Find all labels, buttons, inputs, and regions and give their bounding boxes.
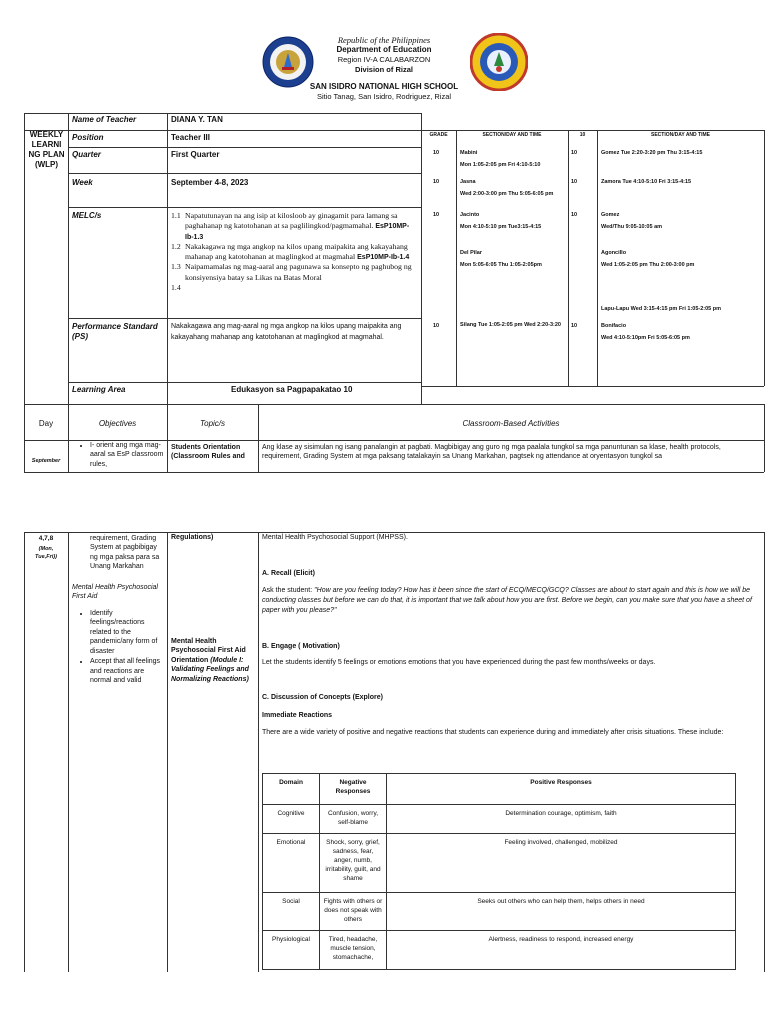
schedule-grade: 10 <box>433 150 440 156</box>
table-cell: Cognitive <box>263 805 320 834</box>
label-learning-area: Learning Area <box>72 385 126 394</box>
table-cell: Alertness, readiness to respond, increased energy <box>387 931 736 970</box>
table-cell: Physiological <box>263 931 320 970</box>
table-header-row <box>263 774 736 805</box>
column-header: Domain <box>263 774 320 805</box>
day-header: Day <box>38 419 54 428</box>
day-dates: 4,7,8 <box>38 535 54 542</box>
performance-standard-value: Nakakagawa ang mag-aaral ng mga angkop na kilos upang maipakita ang kakayahang mahanap ang katotohanan at maglingkod at magmahal. <box>171 323 402 341</box>
objective-list <box>72 609 166 687</box>
engage-title: B. Engage ( Motivation) <box>262 643 340 650</box>
explore-title: C. Discussion of Concepts (Explore) <box>262 694 383 701</box>
label-performance-standard: Performance Standard (PS) <box>72 322 158 341</box>
recall-title: A. Recall (Elicit) <box>262 570 315 577</box>
table-row <box>263 931 736 970</box>
table-cell: Emotional <box>263 834 320 893</box>
topic-mh-orientation <box>171 637 257 684</box>
melc-item: 1.2 Nakakagawa ng mga angkop na kilos upang maipakita ang kakayahang mahanap ang katotohanan at maglingkod at magmahal EsP10MP-Ib-1.4 <box>171 241 410 262</box>
schedule-entry: Silang Tue 1:05-2:05 pm Wed 2:20-3:20 <box>460 322 561 328</box>
topic-mh-module: (Module I: Validating Feelings and Normalizing Reactions) <box>171 656 249 683</box>
table-cell: Shock, sorry, grief, sadness, fear, anger, numb, irritability, guilt, and shame <box>320 834 387 893</box>
schedule-grade-header: GRADE <box>429 132 448 138</box>
topic-orientation-part2: Regulations) <box>171 534 214 541</box>
recall-text: Ask the student: "How are you feeling today? How has it been since the start of ECQ/MECQ/GCQ? Classes are about to start again and this is how we will be conducting classes but before we can do that, it is important that we talk about how you are first. Before we begin, can you make sure that you have a sheet of paper with you please?" <box>262 587 752 615</box>
label-name-of-teacher: Name of Teacher <box>72 115 137 124</box>
schedule-entry: Zamora Tue 4:10-5:10 Fri 3:15-4:15 <box>601 179 692 185</box>
topic-mh-title: Mental Health Psychosocial First Aid Orientation <box>171 638 246 664</box>
objective-mh-title: Mental Health Psychosocial First Aid <box>72 584 158 601</box>
table-cell: Feeling involved, challenged, mobilized <box>387 834 736 893</box>
schedule-entry: Jacinto Mon 4:10-5:10 pm Tue3:15-4:15 Del Pilar Mon 5:05-6:05 Thu 1:05-2:05pm <box>460 212 542 268</box>
schedule-grade: 10 <box>433 323 440 329</box>
table-cell: Social <box>263 893 320 931</box>
melc-item: 1.3 Naipamamalas ng mag-aaral ang pagunawa sa konsepto ng paghubog ng konsiyensiya batay sa Likas na Batas Moral <box>171 262 412 282</box>
header-division: Division of Rizal <box>355 65 413 74</box>
schedule-grade: 10 <box>571 179 578 185</box>
schedule-grade: 10 <box>433 212 440 218</box>
schedule-entry: Gomez Wed/Thu 9:05-10:05 am Agoncillo Wed 1:05-2:05 pm Thu 2:00-3:00 pm Lapu-Lapu Wed 3:15-4:15 pm Fri 1:05-2:05 pm <box>601 212 722 313</box>
header-school: SAN ISIDRO NATIONAL HIGH SCHOOL <box>309 82 459 91</box>
week-value: September 4-8, 2023 <box>171 178 249 187</box>
header-region: Region IV-A CALABARZON <box>337 55 431 64</box>
label-week: Week <box>72 178 93 187</box>
activities-header: Classroom-Based Activities <box>462 419 560 428</box>
table-row <box>263 834 736 893</box>
schedule-grade: 10 <box>571 212 578 218</box>
label-melcs: MELC/s <box>72 211 102 220</box>
quarter-value: First Quarter <box>171 150 220 159</box>
learning-area-value: Edukasyon sa Pagpapakatao 10 <box>231 385 353 394</box>
label-quarter: Quarter <box>72 150 101 159</box>
activity-intro-part2: Mental Health Psychosocial Support (MHPSS). <box>262 534 408 541</box>
topic-orientation-part1: Students Orientation (Classroom Rules and <box>171 444 245 461</box>
schedule-grade: 10 <box>571 323 578 329</box>
schedule-grade-header-2: 10 <box>579 132 586 138</box>
teacher-name: DIANA Y. TAN <box>171 115 223 124</box>
list-item: • Identify feelings/reactions related to the pandemic/any form of disaster <box>90 609 166 656</box>
immediate-reactions-title: Immediate Reactions <box>262 712 333 719</box>
column-header: Positive Responses <box>387 774 736 805</box>
melc-list <box>171 211 417 293</box>
activity-intro-part1: Ang klase ay sisimulan ng isang panalangin at pagbati. Magbibigay ang guro ng mga paalala tungkol sa mga panuntunan sa klase, health protocols, requirement, Grading System at mga paksang tatalakayin sa Unang Markahan, pagtsek ng attendance at oryentasyon tungkol sa <box>262 444 721 461</box>
day-month: September <box>31 458 61 464</box>
column-header: Negative Responses <box>320 774 387 805</box>
table-cell: Seeks out others who can help them, helps others in need <box>387 893 736 931</box>
schedule-entry: Gomez Tue 2:20-3:20 pm Thu 3:15-4:15 <box>601 150 703 156</box>
table-row <box>263 893 736 931</box>
wlp-title: WEEKLY LEARNI NG PLAN (WLP) <box>28 130 65 169</box>
schedule-section-header-2: SECTION/DAY AND TIME <box>651 132 710 138</box>
header-republic: Republic of the Philippines <box>337 35 431 45</box>
melc-item: 1.1 Napatutunayan na ang isip at kilosloob ay ginagamit para lamang sa paghahanap ng katotohanan at sa paglilingkod/pagmamahal. EsP10MP-Ib-1.3 <box>171 211 410 241</box>
topics-header: Topic/s <box>199 419 226 428</box>
schedule-entry: Bonifacio Wed 4:10-5:10pm Fri 5:05-6:05 pm <box>601 323 690 341</box>
schedule-grade: 10 <box>433 179 440 185</box>
header-department: Department of Education <box>336 45 432 54</box>
day-days: (Mon, Tue,Fri)) <box>35 546 57 560</box>
label-position: Position <box>72 133 104 142</box>
objective-first-part: • I- orient ang mga mag-aaral sa EsP classroom rules, <box>72 441 166 472</box>
table-cell: Confusion, worry, self-blame <box>320 805 387 834</box>
schedule-section-header: SECTION/DAY AND TIME <box>482 132 542 138</box>
position-value: Teacher III <box>171 133 210 142</box>
responses-table <box>262 773 736 970</box>
list-item: • Accept that all feelings and reactions are normal and valid <box>90 657 166 685</box>
table-cell: Fights with others or does not speak with others <box>320 893 387 931</box>
objectives-header: Objectives <box>98 419 137 428</box>
schedule-entry: Mabini Mon 1:05-2:05 pm Fri 4:10-5:10 <box>460 150 541 168</box>
header-address: Sitio Tanag, San Isidro, Rodriguez, Rizal <box>316 92 452 101</box>
table-row <box>263 805 736 834</box>
immediate-reactions-text: There are a wide variety of positive and negative reactions that students can experience during and immediately after crisis situations. These include: <box>262 729 724 736</box>
objective-first-part-cont: requirement, Grading System at pagbibigay ng mga paksa para sa Unang Markahan <box>90 535 160 571</box>
table-cell: Tired, headache, muscle tension, stomachache, <box>320 931 387 970</box>
table-cell: Determination courage, optimism, faith <box>387 805 736 834</box>
engage-text: Let the students identify 5 feelings or emotions emotions that you have experienced during the past few months/weeks or days. <box>262 659 656 666</box>
schedule-entry: Jasna Wed 2:00-3:00 pm Thu 5:05-6:05 pm <box>460 179 554 197</box>
melc-item: 1.4 <box>171 282 181 292</box>
schedule-grade: 10 <box>571 150 578 156</box>
